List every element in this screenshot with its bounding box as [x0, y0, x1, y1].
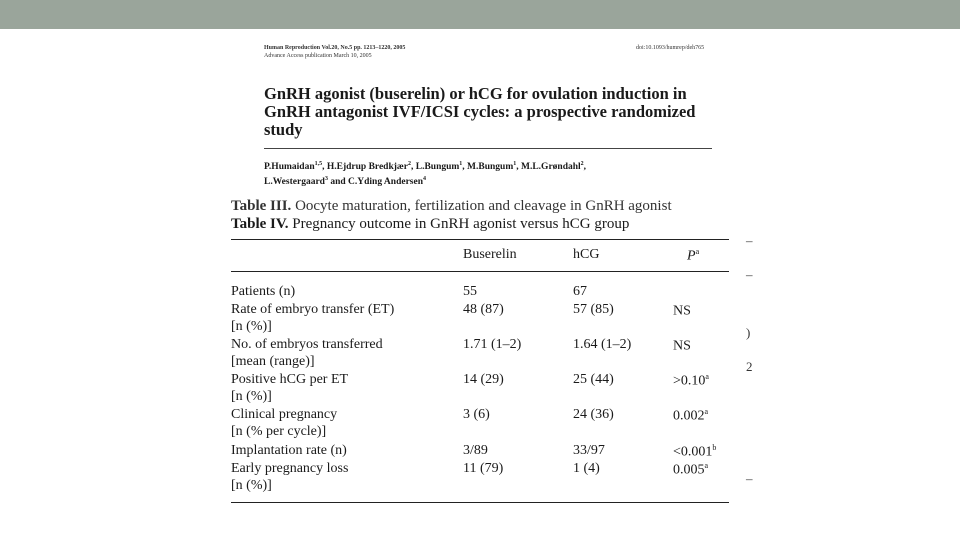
cropped-edge-mark: – [746, 471, 753, 486]
table-row: Implantation rate (n) 3/89 33/97 <0.001$^b$ [231, 443, 717, 460]
table-row: Patients (n) 55 67 [231, 284, 587, 299]
top-banner [0, 0, 960, 29]
author-list: P.Humaidan$^{1,5}$, H.Ejdrup Bredkjær$^2$, L.Bungum$^1$, M.Bungum$^1$, M.L.Grøndahl$^2$, L.Westergaard$^3$ and C.Yding Andersen$^4$ [264, 161, 587, 188]
author: C.Yding Andersen [348, 177, 423, 188]
author: M.Bungum [467, 162, 514, 173]
cropped-edge-mark: – [746, 267, 753, 282]
cropped-edge-mark: – [746, 233, 753, 248]
author: M.L.Grøndahl [521, 162, 581, 173]
journal-meta [264, 44, 714, 60]
table-top-rule [231, 239, 729, 240]
doi: doi:10.1093/humrep/deh765 [636, 45, 705, 51]
table-row: Clinical pregnancy 3 (6) 24 (36) 0.002$^a$ [n (% per cycle)] [231, 407, 709, 439]
title-divider [264, 148, 712, 149]
col-header-p: $P^a$ [687, 247, 700, 264]
col-header-hcg: hCG [573, 247, 600, 262]
advance-line: Advance Access publication March 10, 2005 [264, 53, 372, 59]
paper-title: GnRH agonist (buserelin) or hCG for ovulation induction in GnRH antagonist IVF/ICSI cycles: a prospective randomized study [264, 84, 696, 139]
cropped-edge-mark: 2 [746, 359, 753, 374]
table3-caption: Table III. Oocyte maturation, fertilization and cleavage in GnRH agonist [231, 198, 672, 214]
table-row: Rate of embryo transfer (ET) 48 (87) 57 (85) NS [n (%)] [231, 302, 691, 334]
col-header-buserelin: Buserelin [463, 247, 517, 262]
table-row: No. of embryos transferred 1.71 (1–2) 1.64 (1–2) NS [mean (range)] [231, 337, 691, 369]
table-row: Early pregnancy loss 11 (79) 1 (4) 0.005$^a$ [n (%)] [231, 461, 709, 493]
table-bottom-rule [231, 502, 729, 503]
header-rule [231, 271, 729, 272]
cropped-edge-mark: ) [746, 325, 751, 340]
author: L.Westergaard [264, 177, 325, 188]
table-row: Positive hCG per ET 14 (29) 25 (44) >0.10$^a$ [n (%)] [231, 372, 709, 404]
author: L.Bungum [415, 162, 460, 173]
author: H.Ejdrup Bredkjær [326, 162, 408, 173]
author: P.Humaidan [264, 162, 315, 173]
table4-caption: Table IV. Pregnancy outcome in GnRH agonist versus hCG group [231, 216, 630, 232]
paper-header [264, 44, 714, 188]
journal-line: Human Reproduction Vol.20, No.5 pp. 1213–1220, 2005 [264, 45, 406, 51]
